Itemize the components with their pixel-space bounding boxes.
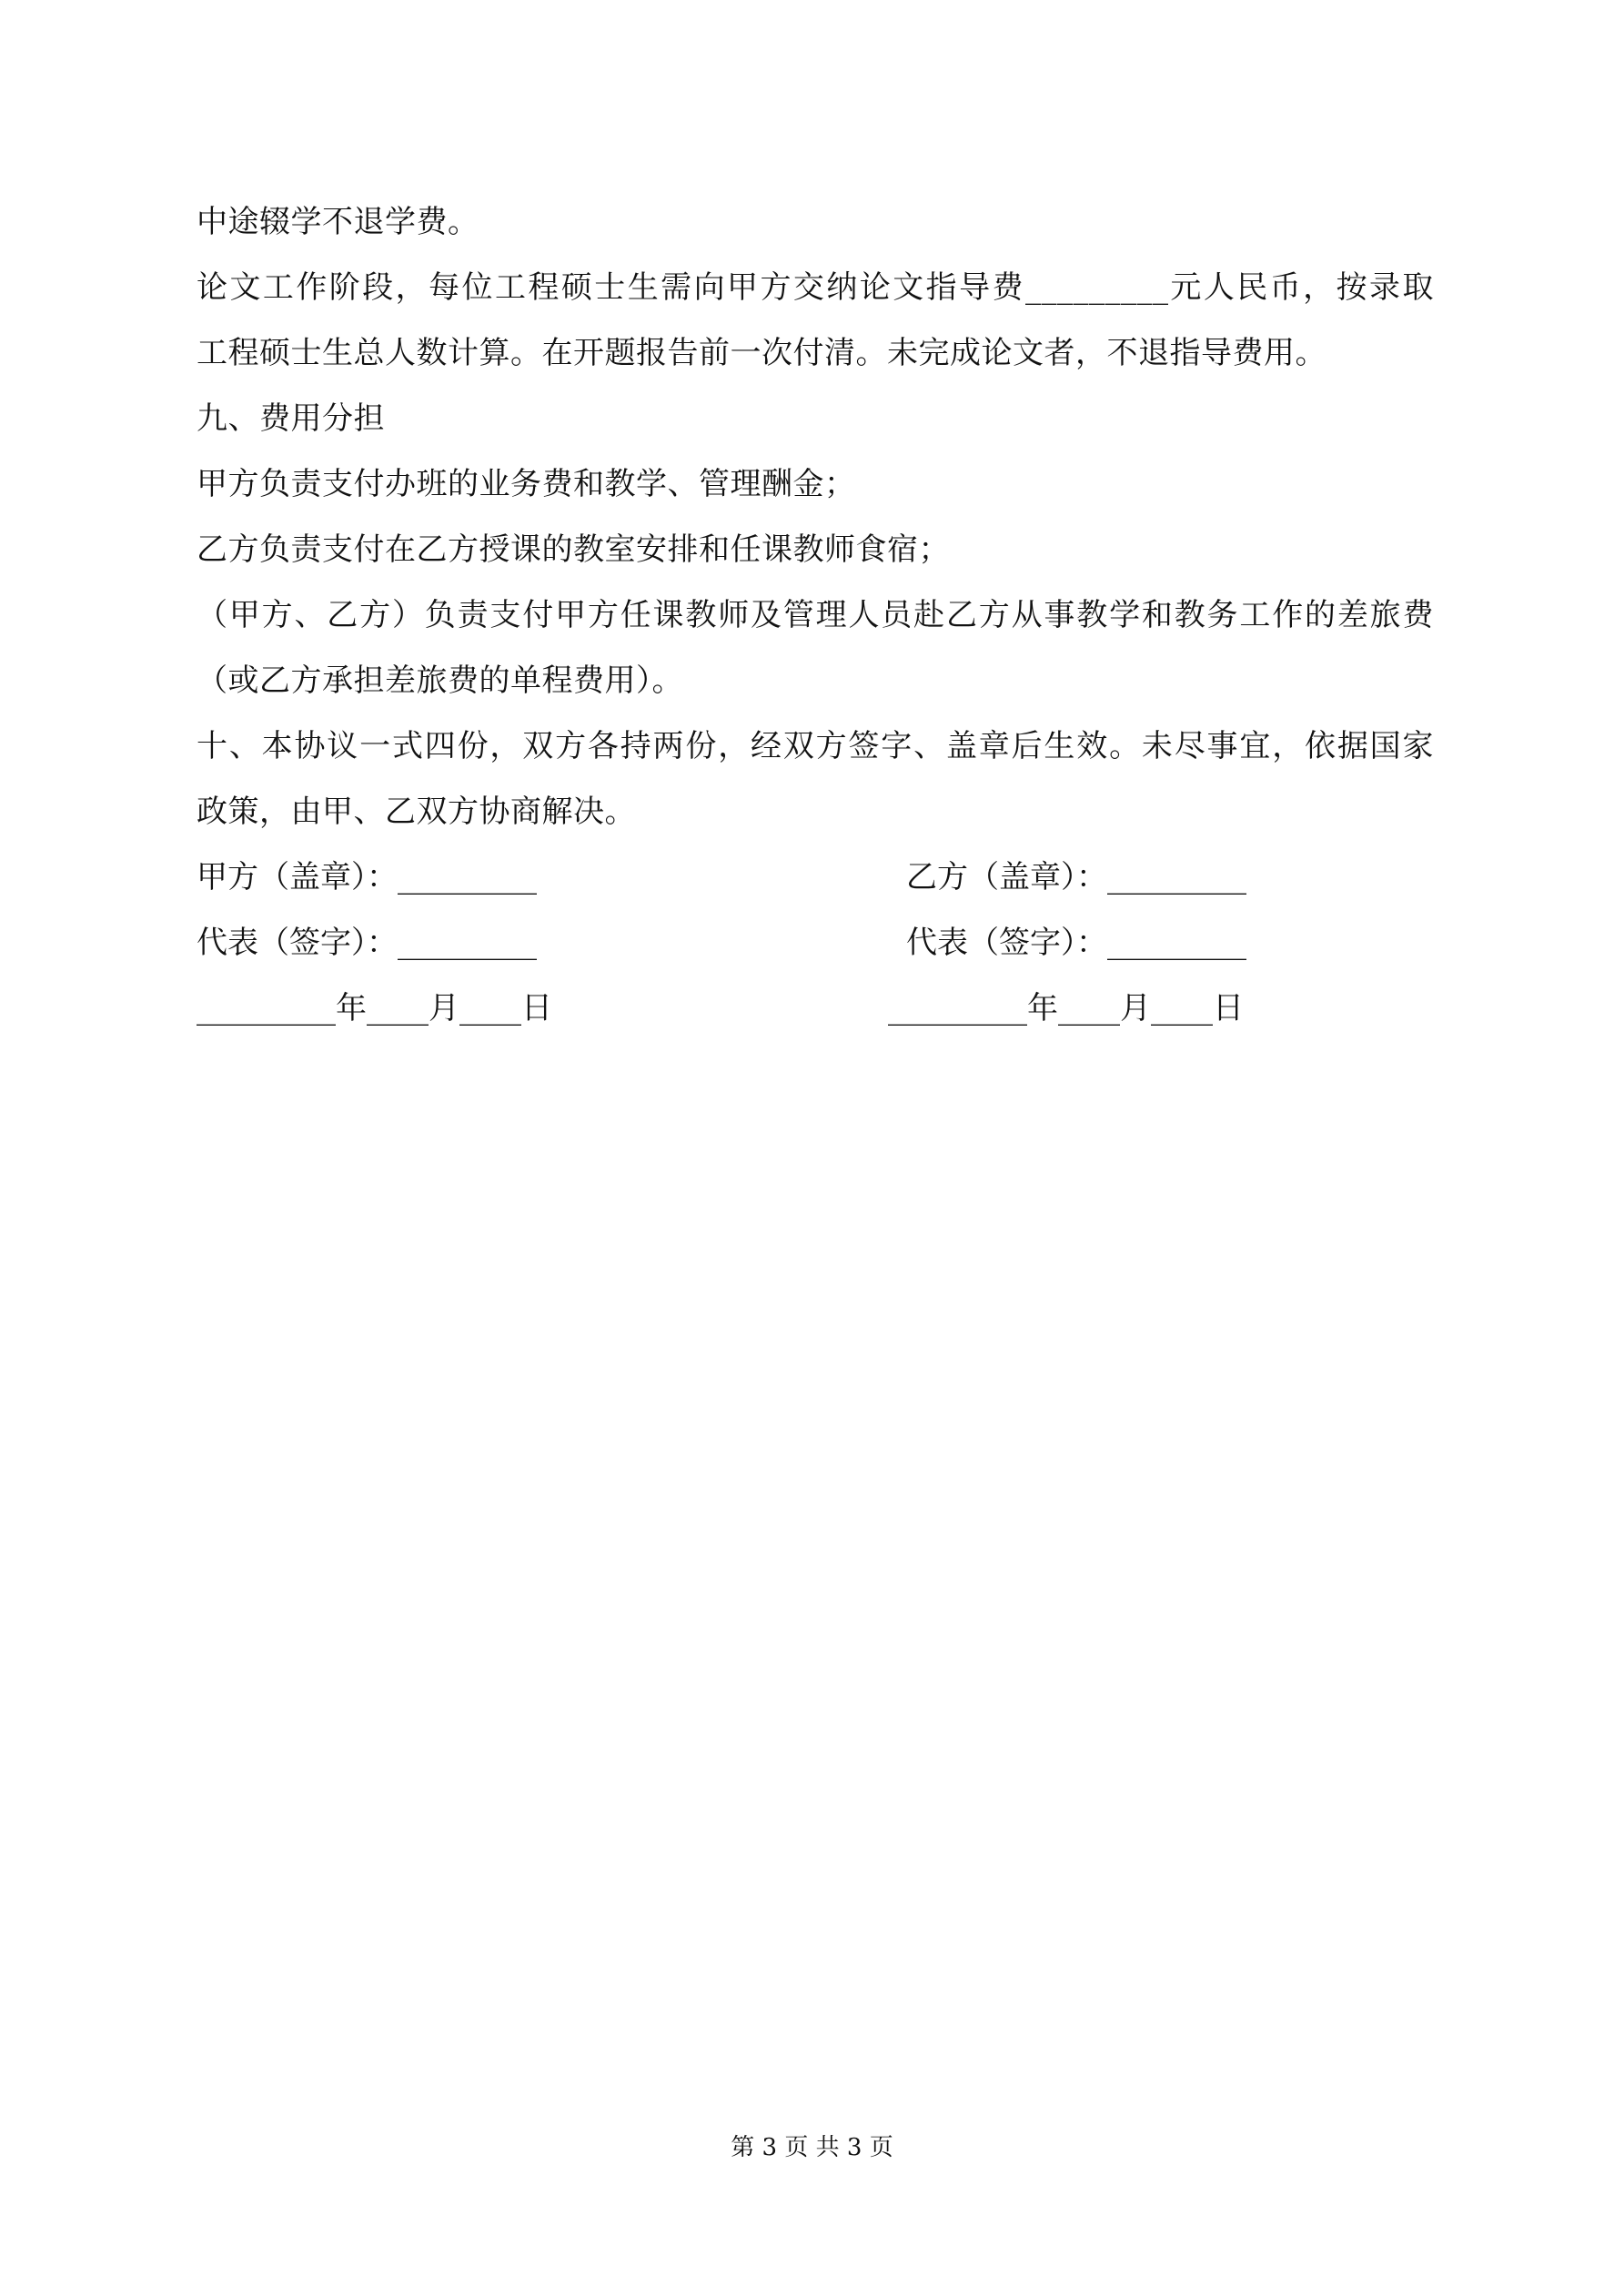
signature-row-seal [197, 845, 1434, 910]
text-line-6: 乙方负责支付在乙方授课的教室安排和任课教师食宿； [197, 531, 950, 568]
party-b-date-field: _________年____月____日 [888, 990, 1244, 1027]
party-a-date-field: _________年____月____日 [197, 990, 552, 1027]
text-line-5: 甲方负责支付办班的业务费和教学、管理酬金； [197, 466, 856, 502]
signature-row-representative [197, 910, 1434, 976]
text-line-10: 政策，由甲、乙双方协商解决。 [197, 794, 636, 830]
document-body [197, 189, 1434, 1041]
party-a-seal-field: 甲方（盖章）：_________ [197, 859, 537, 895]
party-b-representative-field: 代表（签字）：_________ [906, 925, 1246, 961]
text-line-2: 论文工作阶段，每位工程硕士生需向甲方交纳论文指导费_________元人民币，按录取 [197, 269, 1434, 306]
party-a-representative-field: 代表（签字）：_________ [197, 925, 537, 961]
party-b-seal-field: 乙方（盖章）：_________ [906, 859, 1246, 895]
signature-row-date [197, 976, 1434, 1041]
text-line-8: （或乙方承担差旅费的单程费用）。 [197, 663, 683, 699]
page-number-footer: 第 3 页 共 3 页 [731, 2134, 893, 2161]
text-line-7: （甲方、乙方）负责支付甲方任课教师及管理人员赴乙方从事教学和教务工作的差旅费 [197, 597, 1434, 633]
section-heading-cost-sharing: 九、费用分担 [197, 400, 385, 437]
text-line-3: 工程硕士生总人数计算。在开题报告前一次付清。未完成论文者，不退指导费用。 [197, 335, 1326, 371]
text-line-1: 中途辍学不退学费。 [197, 204, 479, 240]
text-line-9: 十、本协议一式四份，双方各持两份，经双方签字、盖章后生效。未尽事宜，依据国家 [197, 728, 1434, 764]
